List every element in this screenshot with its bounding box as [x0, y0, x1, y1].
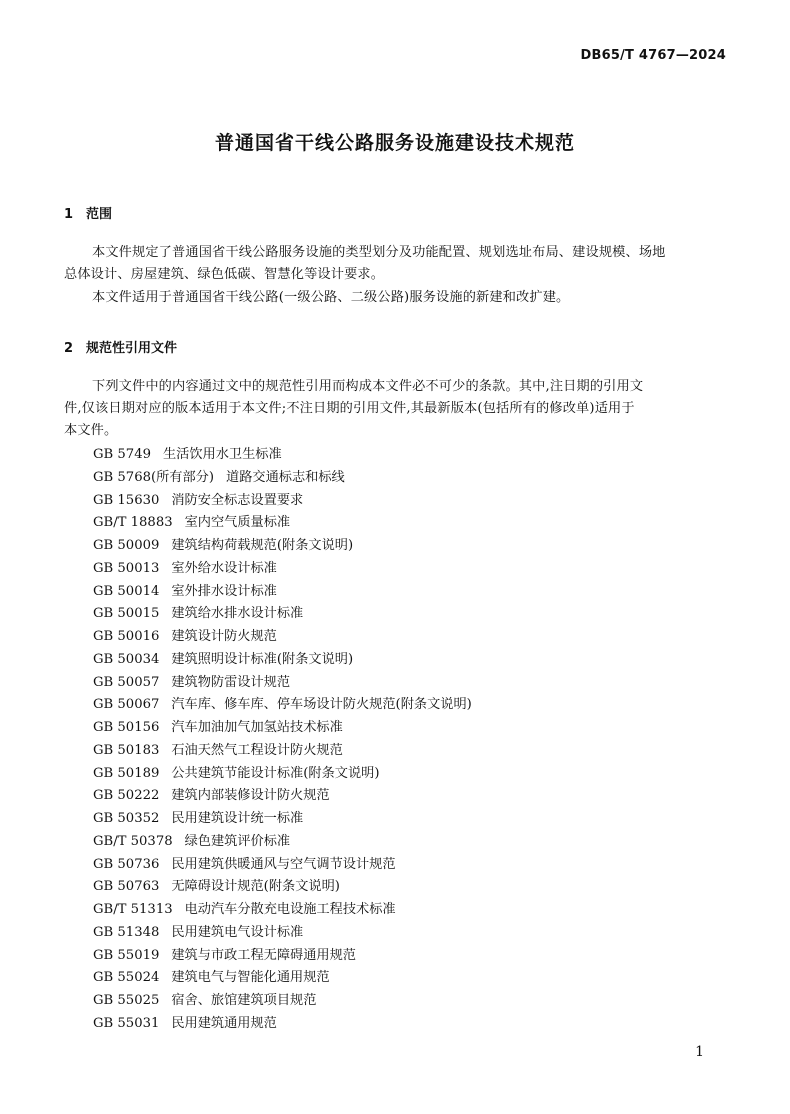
reference-code: GB/T 51313 [93, 902, 173, 917]
reference-item [93, 945, 472, 968]
scope-paragraph-2 [64, 287, 724, 309]
reference-code: GB 50067 [93, 697, 160, 713]
section-title: 范围 [86, 207, 113, 222]
reference-title: 生活饮用水卫生标准 [162, 447, 282, 462]
reference-item [93, 808, 472, 831]
reference-title: 建筑物防雷设计规范 [171, 674, 291, 690]
section-heading-normative-references [64, 337, 177, 356]
section-heading-scope [64, 203, 112, 222]
reference-title: 建筑电气与智能化通用规范 [171, 970, 330, 986]
reference-title: 民用建筑通用规范 [171, 1015, 277, 1031]
reference-title: 民用建筑电气设计标准 [171, 924, 304, 940]
reference-item [93, 763, 472, 786]
reference-title: 建筑照明设计标准(附条文说明) [171, 651, 354, 667]
reference-item [93, 922, 472, 945]
reference-title: 公共建筑节能设计标准(附条文说明) [171, 765, 380, 781]
reference-item [93, 649, 472, 672]
reference-code: GB 51348 [93, 924, 160, 940]
reference-code: GB 5768(所有部分) [93, 469, 215, 485]
reference-item [93, 967, 472, 990]
paragraph-line: 本文件。 [64, 423, 118, 438]
reference-item [93, 626, 472, 649]
reference-code: GB 50034 [93, 651, 160, 667]
reference-code: GB 55025 [93, 993, 160, 1008]
section-title: 规范性引用文件 [86, 341, 178, 356]
reference-title: 石油天然气工程设计防火规范 [171, 742, 343, 758]
reference-item [93, 581, 472, 604]
document-code: DB65/T 4767—2024 [580, 48, 726, 63]
paragraph-line: 本文件适用于普通国省干线公路(一级公路、二级公路)服务设施的新建和改扩建。 [92, 290, 570, 305]
reference-title: 无障碍设计规范(附条文说明) [171, 879, 340, 895]
section-number: 2 [64, 341, 74, 356]
reference-item [93, 467, 472, 490]
reference-title: 宿舍、旅馆建筑项目规范 [171, 993, 317, 1008]
reference-code: GB/T 18883 [93, 515, 173, 531]
reference-title: 室外排水设计标准 [171, 583, 277, 599]
reference-item [93, 603, 472, 626]
reference-list [93, 444, 472, 1036]
reference-code: GB 50009 [93, 538, 160, 553]
references-intro-paragraph [64, 376, 724, 442]
reference-item [93, 990, 472, 1013]
paragraph-line: 下列文件中的内容通过文中的规范性引用而构成本文件必不可少的条款。其中,注日期的引用文 [92, 379, 644, 394]
reference-item [93, 694, 472, 717]
section-number: 1 [64, 207, 74, 222]
reference-title: 建筑内部装修设计防火规范 [171, 788, 330, 804]
reference-item [93, 535, 472, 558]
reference-item [93, 854, 472, 877]
reference-code: GB 50763 [93, 879, 160, 895]
reference-item [93, 1013, 472, 1036]
page-number: 1 [695, 1044, 704, 1060]
reference-item [93, 717, 472, 740]
reference-title: 民用建筑供暖通风与空气调节设计规范 [171, 856, 396, 872]
reference-code: GB 50352 [93, 811, 160, 826]
reference-title: 道路交通标志和标线 [226, 469, 345, 485]
reference-code: GB 50222 [93, 788, 160, 804]
reference-item [93, 558, 472, 581]
reference-code: GB 50057 [93, 674, 160, 690]
reference-code: GB 55024 [93, 970, 160, 986]
reference-title: 室内空气质量标准 [184, 515, 291, 531]
reference-item [93, 785, 472, 808]
reference-code: GB 50014 [93, 583, 160, 599]
reference-code: GB 50156 [93, 720, 160, 735]
paragraph-line: 总体设计、房屋建筑、绿色低碳、智慧化等设计要求。 [64, 267, 385, 282]
reference-item [93, 740, 472, 763]
document-title: 普通国省干线公路服务设施建设技术规范 [214, 132, 575, 154]
reference-title: 绿色建筑评价标准 [184, 833, 291, 849]
reference-title: 民用建筑设计统一标准 [171, 811, 304, 826]
reference-code: GB 50013 [93, 560, 160, 576]
reference-title: 汽车加油加气加氢站技术标准 [171, 720, 343, 735]
reference-code: GB 15630 [93, 492, 160, 508]
reference-item [93, 490, 472, 513]
reference-title: 建筑给水排水设计标准 [171, 606, 304, 622]
reference-title: 汽车库、修车库、停车场设计防火规范(附条文说明) [171, 697, 472, 713]
reference-title: 建筑设计防火规范 [171, 629, 277, 644]
paragraph-line: 本文件规定了普通国省干线公路服务设施的类型划分及功能配置、规划选址布局、建设规模、场地 [92, 245, 666, 260]
reference-code: GB 50183 [93, 742, 160, 758]
reference-title: 电动汽车分散充电设施工程技术标准 [184, 902, 396, 917]
reference-item [93, 444, 472, 467]
reference-title: 建筑结构荷载规范(附条文说明) [171, 538, 354, 553]
reference-code: GB 55031 [93, 1015, 160, 1031]
reference-title: 消防安全标志设置要求 [171, 492, 304, 508]
reference-item [93, 831, 472, 854]
reference-code: GB 50189 [93, 765, 160, 781]
reference-item [93, 876, 472, 899]
reference-item [93, 672, 472, 695]
reference-title: 室外给水设计标准 [171, 560, 277, 576]
reference-item [93, 512, 472, 535]
reference-code: GB 5749 [93, 447, 151, 462]
reference-code: GB/T 50378 [93, 833, 173, 849]
scope-paragraph-1 [64, 242, 724, 286]
reference-code: GB 50736 [93, 856, 160, 872]
reference-code: GB 50016 [93, 629, 160, 644]
reference-item [93, 899, 472, 922]
reference-title: 建筑与市政工程无障碍通用规范 [171, 947, 356, 963]
paragraph-line: 件,仅该日期对应的版本适用于本文件;不注日期的引用文件,其最新版本(包括所有的修改单)适用于 [64, 401, 635, 416]
reference-code: GB 55019 [93, 947, 160, 963]
reference-code: GB 50015 [93, 606, 160, 622]
